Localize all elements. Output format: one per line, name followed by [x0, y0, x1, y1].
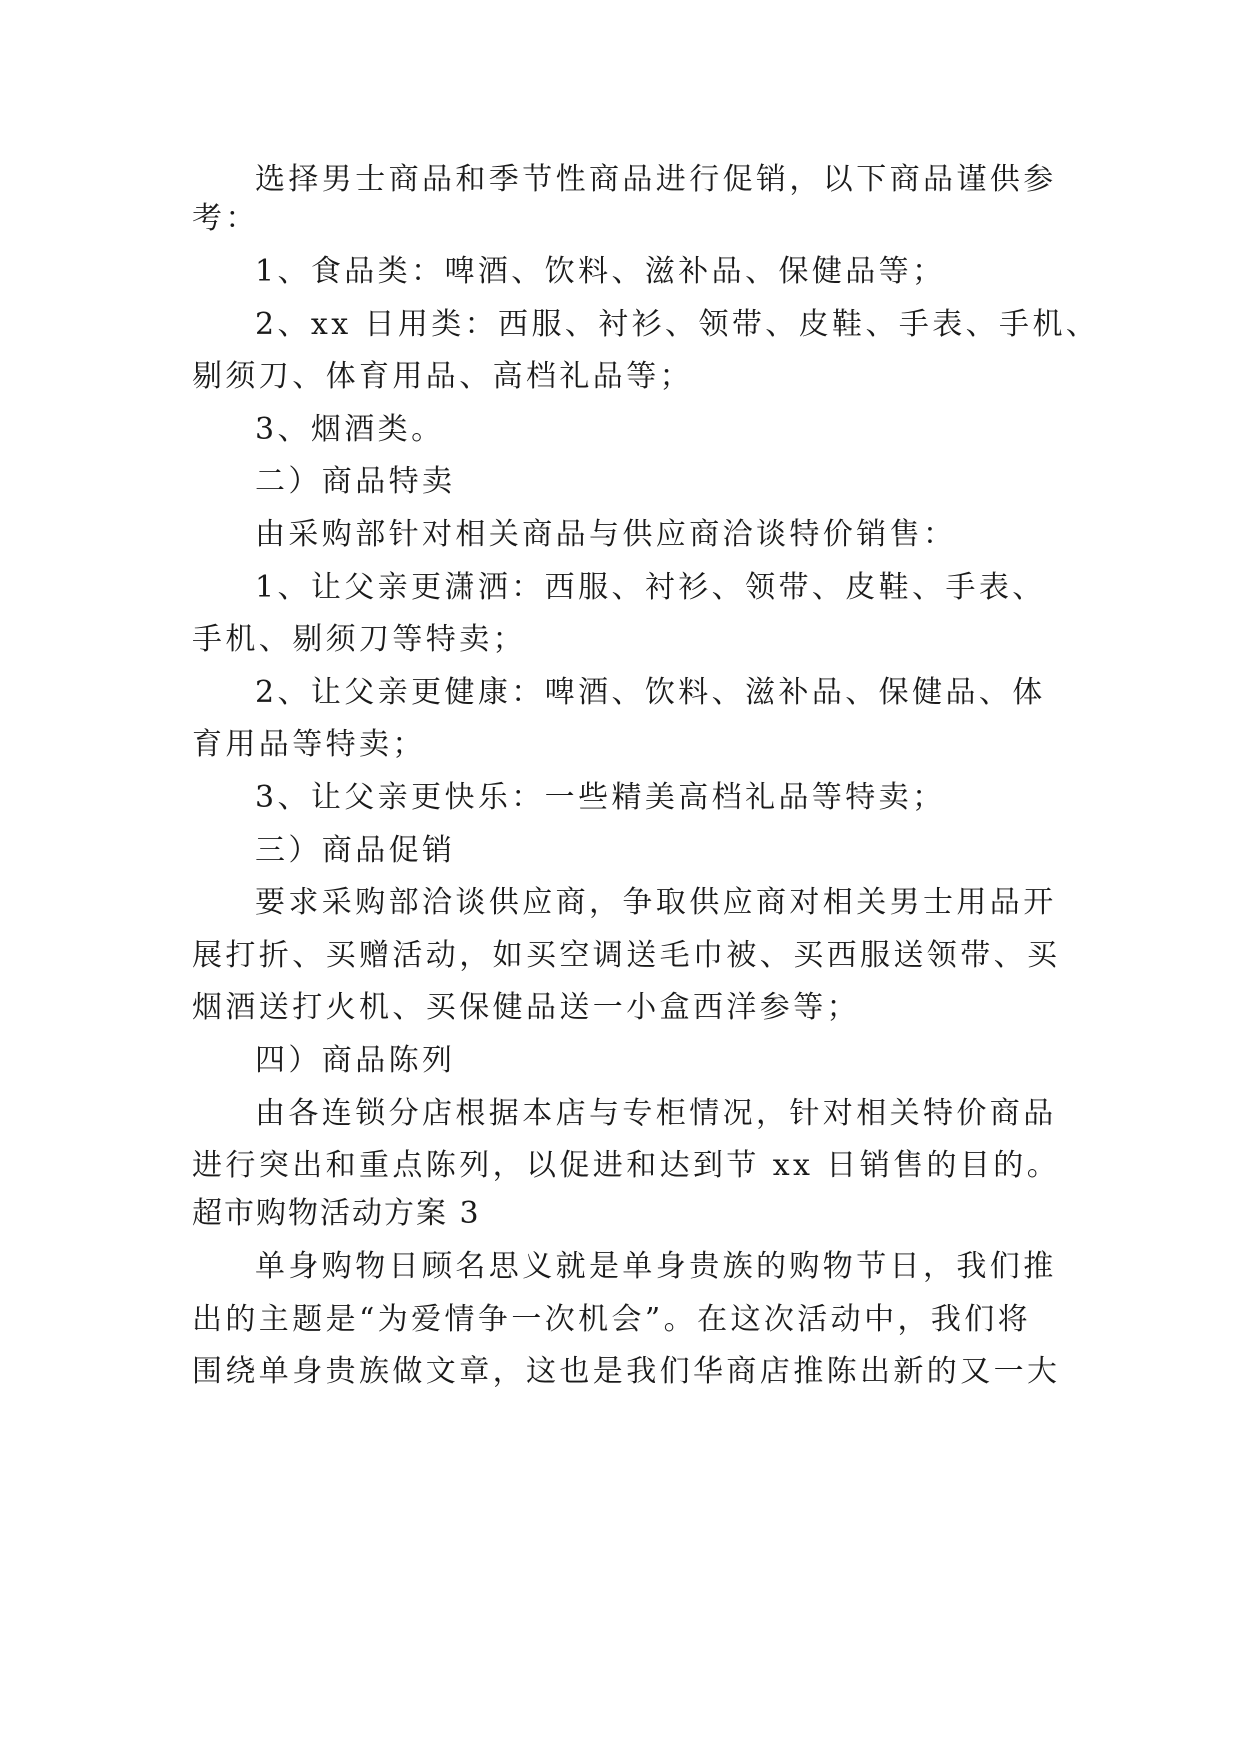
list-item: 2、xx 日用类：西服、衬衫、领带、皮鞋、手表、手机、: [255, 307, 1100, 342]
paragraph-line: 考：: [192, 201, 259, 236]
section-heading: 四）商品陈列: [255, 1043, 456, 1078]
paragraph-line: 出的主题是“为爱情争一次机会”。在这次活动中，我们将: [192, 1302, 1032, 1337]
paragraph-line: 要求采购部洽谈供应商，争取供应商对相关男士用品开: [255, 885, 1057, 920]
paragraph-line: 由采购部针对相关商品与供应商洽谈特价销售：: [255, 517, 957, 552]
list-item: 1、食品类：啤酒、饮料、滋补品、保健品等；: [255, 254, 946, 289]
paragraph-line: 剔须刀、体育用品、高档礼品等；: [192, 359, 693, 394]
paragraph-line: 展打折、买赠活动，如买空调送毛巾被、买西服送领带、买: [192, 938, 1061, 973]
paragraph-line: 烟酒送打火机、买保健品送一小盒西洋参等；: [192, 990, 860, 1025]
paragraph-line: 围绕单身贵族做文章，这也是我们华商店推陈出新的又一大: [192, 1354, 1061, 1389]
section-heading: 三）商品促销: [255, 833, 456, 868]
list-item: 3、烟酒类。: [255, 412, 445, 447]
paragraph-line: 育用品等特卖；: [192, 727, 426, 762]
paragraph-line: 进行突出和重点陈列，以促进和达到节 xx 日销售的目的。: [192, 1148, 1061, 1183]
section-heading: 二）商品特卖: [255, 464, 456, 499]
paragraph-line: 手机、剔须刀等特卖；: [192, 622, 526, 657]
list-item: 3、让父亲更快乐：一些精美高档礼品等特卖；: [255, 780, 946, 815]
paragraph-line: 单身购物日顾名思义就是单身贵族的购物节日，我们推: [255, 1249, 1057, 1284]
paragraph-line: 由各连锁分店根据本店与专柜情况，针对相关特价商品: [255, 1096, 1057, 1131]
list-item: 1、让父亲更潇洒：西服、衬衫、领带、皮鞋、手表、: [255, 570, 1046, 605]
paragraph-line: 选择男士商品和季节性商品进行促销，以下商品谨供参: [255, 162, 1057, 197]
document-heading: 超市购物活动方案 3: [192, 1196, 481, 1231]
list-item: 2、让父亲更健康：啤酒、饮料、滋补品、保健品、体: [255, 675, 1046, 710]
